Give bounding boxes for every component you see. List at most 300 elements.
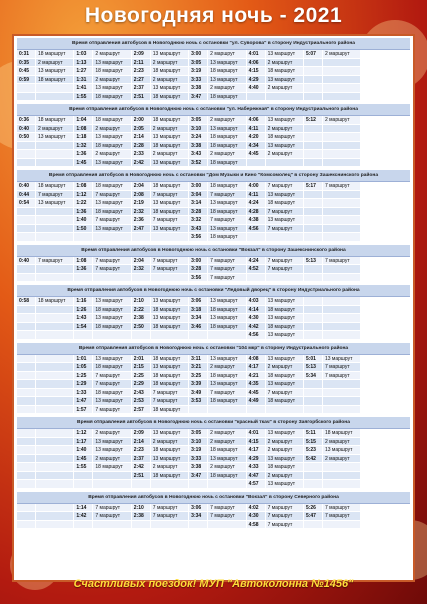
departure-time: 3:19 — [189, 446, 208, 455]
departure-time: 1:43 — [74, 314, 93, 323]
route-name — [93, 521, 131, 530]
departure-time: 2:53 — [132, 397, 151, 406]
route-name: 7 маршрут — [266, 504, 304, 513]
departure-time — [17, 323, 36, 332]
route-name: 13 маршрут — [93, 225, 131, 234]
departure-time — [189, 406, 208, 415]
departure-time — [304, 208, 323, 217]
route-name: 13 маршрут — [208, 76, 246, 85]
departure-time: 4:21 — [247, 372, 266, 381]
table-row — [17, 406, 410, 415]
departure-time: 5:42 — [304, 455, 323, 464]
route-name: 7 маршрут — [266, 257, 304, 266]
route-name: 2 маршрут — [323, 455, 361, 464]
route-name — [93, 233, 131, 242]
departure-time: 1:27 — [74, 67, 93, 76]
route-name: 7 маршрут — [323, 372, 361, 381]
route-name: 18 маршрут — [93, 182, 131, 191]
departure-time: 3:28 — [189, 208, 208, 217]
departure-time — [304, 406, 323, 415]
route-name: 18 маршрут — [151, 355, 189, 364]
departure-time — [304, 389, 323, 398]
departure-time: 2:57 — [132, 406, 151, 415]
route-name — [36, 208, 74, 217]
route-name: 18 маршрут — [93, 116, 131, 125]
table-row — [17, 355, 410, 364]
route-name — [93, 331, 131, 340]
route-name: 7 маршрут — [323, 512, 361, 521]
departure-time — [17, 306, 36, 315]
route-name: 18 маршрут — [93, 306, 131, 315]
route-name: 2 маршрут — [266, 446, 304, 455]
route-name: 13 маршрут — [208, 380, 246, 389]
departure-time: 4:06 — [247, 59, 266, 68]
route-name: 7 маршрут — [151, 512, 189, 521]
departure-time: 3:10 — [189, 438, 208, 447]
route-name: 2 маршрут — [208, 116, 246, 125]
departure-time — [17, 397, 36, 406]
route-name: 13 маршрут — [266, 142, 304, 151]
departure-time — [17, 504, 36, 513]
route-name: 18 маршрут — [151, 67, 189, 76]
departure-time: 0:58 — [17, 297, 36, 306]
departure-time — [304, 67, 323, 76]
route-name: 13 маршрут — [266, 216, 304, 225]
route-name: 13 маршрут — [93, 446, 131, 455]
route-name — [323, 297, 361, 306]
table-row — [17, 297, 410, 306]
route-name: 2 маршрут — [323, 116, 361, 125]
route-name: 18 маршрут — [266, 306, 304, 315]
table-row — [17, 225, 410, 234]
page-title: Новогодняя ночь - 2021 — [84, 4, 343, 27]
section-title: Время отправления автобусов в Новогоднюю ночь с остановки "ул. Суворова" в сторону Индустриального района — [17, 38, 410, 50]
route-name — [266, 406, 304, 415]
departure-time: 2:23 — [132, 446, 151, 455]
route-name: 13 маршрут — [151, 159, 189, 168]
table-row — [17, 397, 410, 406]
departure-time: 4:33 — [247, 463, 266, 472]
route-name: 13 маршрут — [151, 314, 189, 323]
departure-time: 3:34 — [189, 512, 208, 521]
departure-time: 2:32 — [132, 208, 151, 217]
route-name — [323, 472, 361, 481]
departure-time — [17, 389, 36, 398]
departure-time: 1:08 — [74, 257, 93, 266]
departure-time — [74, 331, 93, 340]
schedule-section — [17, 170, 410, 245]
table-row — [17, 191, 410, 200]
route-name: 2 маршрут — [151, 76, 189, 85]
route-name: 2 маршрут — [208, 84, 246, 93]
departure-time: 3:52 — [189, 159, 208, 168]
departure-time — [17, 84, 36, 93]
departure-time — [247, 159, 266, 168]
route-name — [151, 233, 189, 242]
departure-time — [304, 380, 323, 389]
route-name: 2 маршрут — [151, 150, 189, 159]
route-name — [323, 265, 361, 274]
departure-time: 5:13 — [304, 363, 323, 372]
route-name: 18 маршрут — [208, 397, 246, 406]
route-name: 2 маршрут — [93, 50, 131, 59]
route-name — [36, 504, 74, 513]
departure-time — [17, 512, 36, 521]
route-name — [36, 389, 74, 398]
route-name: 2 маршрут — [266, 472, 304, 481]
route-name — [323, 233, 361, 242]
route-name — [36, 480, 74, 489]
route-name: 18 маршрут — [208, 142, 246, 151]
route-name — [36, 406, 74, 415]
section-rows — [17, 257, 410, 283]
route-name: 13 маршрут — [151, 363, 189, 372]
table-row — [17, 59, 410, 68]
departure-time: 1:33 — [74, 389, 93, 398]
departure-time: 1:16 — [74, 297, 93, 306]
route-name: 18 маршрут — [151, 93, 189, 102]
route-name — [208, 521, 246, 530]
route-name: 18 маршрут — [36, 297, 74, 306]
route-name: 18 маршрут — [208, 446, 246, 455]
route-name: 13 маршрут — [266, 297, 304, 306]
route-name: 18 маршрут — [151, 406, 189, 415]
route-name: 7 маршрут — [93, 265, 131, 274]
route-name: 2 маршрут — [266, 363, 304, 372]
departure-time: 4:38 — [247, 216, 266, 225]
route-name: 13 маршрут — [266, 480, 304, 489]
route-name — [323, 142, 361, 151]
departure-time — [17, 521, 36, 530]
table-row — [17, 93, 410, 102]
table-row — [17, 512, 410, 521]
departure-time: 1:18 — [74, 133, 93, 142]
departure-time: 1:08 — [74, 125, 93, 134]
departure-time — [17, 331, 36, 340]
table-row — [17, 233, 410, 242]
departure-time — [304, 314, 323, 323]
route-name: 7 маршрут — [208, 216, 246, 225]
departure-time — [247, 233, 266, 242]
table-row — [17, 504, 410, 513]
route-name — [36, 438, 74, 447]
schedule-board — [12, 34, 415, 582]
route-name: 13 маршрут — [151, 133, 189, 142]
departure-time: 4:11 — [247, 125, 266, 134]
route-name — [323, 314, 361, 323]
departure-time: 3:33 — [189, 76, 208, 85]
departure-time: 2:27 — [132, 76, 151, 85]
route-name — [36, 274, 74, 283]
route-name — [323, 59, 361, 68]
departure-time: 2:04 — [132, 182, 151, 191]
departure-time — [17, 446, 36, 455]
table-row — [17, 159, 410, 168]
departure-time: 5:26 — [304, 504, 323, 513]
route-name: 13 маршрут — [208, 455, 246, 464]
departure-time: 4:52 — [247, 265, 266, 274]
route-name — [266, 93, 304, 102]
departure-time: 0:35 — [17, 59, 36, 68]
departure-time — [17, 274, 36, 283]
route-name — [266, 233, 304, 242]
departure-time: 2:37 — [132, 84, 151, 93]
section-title: Время отправления автобусов в Новогоднюю ночь с остановки "Вокзал" в сторону Северного района — [17, 492, 410, 504]
departure-time — [17, 265, 36, 274]
route-name — [323, 191, 361, 200]
departure-time: 4:34 — [247, 142, 266, 151]
departure-time: 1:29 — [74, 380, 93, 389]
route-name: 18 маршрут — [208, 233, 246, 242]
route-name: 18 маршрут — [93, 67, 131, 76]
route-name: 18 маршрут — [266, 397, 304, 406]
route-name — [93, 480, 131, 489]
departure-time — [17, 142, 36, 151]
route-name: 18 маршрут — [151, 323, 189, 332]
route-name: 7 маршрут — [93, 216, 131, 225]
departure-time — [132, 274, 151, 283]
section-rows — [17, 429, 410, 489]
departure-time — [304, 216, 323, 225]
departure-time: 0:40 — [17, 182, 36, 191]
departure-time — [17, 216, 36, 225]
route-name — [266, 274, 304, 283]
departure-time: 4:56 — [247, 331, 266, 340]
route-name — [36, 306, 74, 315]
route-name: 2 маршрут — [208, 363, 246, 372]
departure-time — [132, 331, 151, 340]
route-name: 13 маршрут — [266, 455, 304, 464]
departure-time: 3:06 — [189, 297, 208, 306]
departure-time — [17, 355, 36, 364]
departure-time: 3:47 — [189, 472, 208, 481]
route-name: 2 маршрут — [93, 455, 131, 464]
departure-time: 2:09 — [132, 429, 151, 438]
table-row — [17, 150, 410, 159]
table-row — [17, 323, 410, 332]
departure-time: 4:14 — [247, 306, 266, 315]
departure-time: 2:08 — [132, 191, 151, 200]
table-row — [17, 331, 410, 340]
departure-time: 2:28 — [132, 142, 151, 151]
departure-time — [304, 84, 323, 93]
departure-time — [17, 438, 36, 447]
section-gap — [17, 529, 410, 532]
departure-time: 4:17 — [247, 446, 266, 455]
departure-time — [247, 93, 266, 102]
route-name: 18 маршрут — [151, 116, 189, 125]
departure-time: 3:21 — [189, 363, 208, 372]
departure-time: 0:50 — [17, 133, 36, 142]
route-name: 13 маршрут — [151, 297, 189, 306]
section-title: Время отправления автобусов в Новогоднюю ночь с остановки "Ледовый дворец" в сторону Индустриального района — [17, 285, 410, 297]
route-name: 2 маршрут — [93, 125, 131, 134]
departure-time: 3:00 — [189, 257, 208, 266]
schedule-section — [17, 285, 410, 343]
route-name: 7 маршрут — [93, 191, 131, 200]
route-name: 7 маршрут — [208, 274, 246, 283]
route-name: 7 маршрут — [93, 380, 131, 389]
route-name — [93, 274, 131, 283]
route-name: 18 маршрут — [266, 133, 304, 142]
route-name: 13 маршрут — [208, 355, 246, 364]
departure-time: 1:36 — [74, 265, 93, 274]
departure-time: 3:39 — [189, 380, 208, 389]
departure-time: 1:47 — [74, 397, 93, 406]
departure-time: 0:45 — [17, 67, 36, 76]
route-name: 7 маршрут — [151, 504, 189, 513]
departure-time: 4:15 — [247, 67, 266, 76]
route-name: 13 маршрут — [93, 297, 131, 306]
departure-time: 2:36 — [132, 216, 151, 225]
departure-time — [304, 463, 323, 472]
departure-time: 4:47 — [247, 472, 266, 481]
route-name — [36, 84, 74, 93]
route-name — [323, 159, 361, 168]
departure-time — [304, 159, 323, 168]
departure-time — [304, 480, 323, 489]
route-name — [36, 472, 74, 481]
route-name — [323, 93, 361, 102]
departure-time: 1:45 — [74, 455, 93, 464]
departure-time — [74, 480, 93, 489]
departure-time: 2:11 — [132, 59, 151, 68]
departure-time: 3:05 — [189, 116, 208, 125]
table-row — [17, 133, 410, 142]
route-name — [36, 314, 74, 323]
departure-time — [17, 463, 36, 472]
departure-time: 1:22 — [74, 199, 93, 208]
route-name: 18 маршрут — [151, 472, 189, 481]
departure-time: 0:31 — [17, 50, 36, 59]
departure-time: 4:11 — [247, 191, 266, 200]
departure-time: 2:32 — [132, 265, 151, 274]
departure-time: 3:28 — [189, 265, 208, 274]
table-row — [17, 380, 410, 389]
departure-time — [17, 480, 36, 489]
departure-time: 5:11 — [304, 429, 323, 438]
route-name: 7 маршрут — [93, 504, 131, 513]
route-name — [151, 331, 189, 340]
route-name: 2 маршрут — [208, 463, 246, 472]
route-name — [323, 521, 361, 530]
departure-time: 3:04 — [189, 191, 208, 200]
route-name: 7 маршрут — [151, 389, 189, 398]
departure-time — [17, 472, 36, 481]
table-row — [17, 306, 410, 315]
departure-time: 5:23 — [304, 446, 323, 455]
route-name: 13 маршрут — [323, 446, 361, 455]
schedule-section — [17, 104, 410, 170]
route-name: 18 маршрут — [208, 323, 246, 332]
route-name: 13 маршрут — [266, 116, 304, 125]
departure-time: 3:24 — [189, 133, 208, 142]
departure-time: 2:15 — [132, 363, 151, 372]
route-name: 7 маршрут — [323, 363, 361, 372]
route-name: 18 маршрут — [323, 429, 361, 438]
route-name: 18 маршрут — [151, 306, 189, 315]
route-name — [323, 274, 361, 283]
table-row — [17, 182, 410, 191]
departure-time — [74, 472, 93, 481]
departure-time — [304, 274, 323, 283]
departure-time: 4:01 — [247, 50, 266, 59]
route-name — [36, 331, 74, 340]
section-title: Время отправления автобусов в Новогоднюю ночь с остановки "красный ткач" в сторону Заягорбского района — [17, 417, 410, 429]
departure-time — [304, 225, 323, 234]
route-name: 2 маршрут — [151, 59, 189, 68]
route-name: 7 маршрут — [93, 406, 131, 415]
departure-time: 4:17 — [247, 363, 266, 372]
departure-time: 1:03 — [74, 50, 93, 59]
departure-time — [17, 314, 36, 323]
departure-time — [17, 372, 36, 381]
table-row — [17, 521, 410, 530]
departure-time — [304, 233, 323, 242]
schedule-section — [17, 245, 410, 286]
departure-time: 2:37 — [132, 455, 151, 464]
departure-time — [17, 363, 36, 372]
departure-time: 4:42 — [247, 323, 266, 332]
route-name: 18 маршрут — [93, 363, 131, 372]
route-name: 13 маршрут — [151, 50, 189, 59]
route-name — [323, 199, 361, 208]
departure-time: 3:47 — [189, 93, 208, 102]
section-rows — [17, 355, 410, 415]
route-name: 2 маршрут — [266, 59, 304, 68]
departure-time: 4:57 — [247, 480, 266, 489]
route-name — [36, 521, 74, 530]
route-name: 13 маршрут — [323, 355, 361, 364]
route-name — [323, 463, 361, 472]
departure-time: 3:06 — [189, 504, 208, 513]
departure-time: 1:50 — [74, 225, 93, 234]
route-name: 7 маршрут — [266, 521, 304, 530]
section-title: Время отправления автобусов в Новогоднюю ночь с остановки "ул. Набережная" в сторону Индустриального района — [17, 104, 410, 116]
departure-time: 5:34 — [304, 372, 323, 381]
departure-time: 0:44 — [17, 191, 36, 200]
table-row — [17, 116, 410, 125]
departure-time — [132, 480, 151, 489]
departure-time — [17, 380, 36, 389]
route-name: 7 маршрут — [208, 257, 246, 266]
departure-time: 3:14 — [189, 199, 208, 208]
departure-time: 3:49 — [189, 389, 208, 398]
departure-time: 0:54 — [17, 199, 36, 208]
departure-time: 3:38 — [189, 463, 208, 472]
departure-time: 2:33 — [132, 150, 151, 159]
route-name: 7 маршрут — [151, 216, 189, 225]
route-name: 2 маршрут — [93, 150, 131, 159]
route-name: 7 маршрут — [151, 257, 189, 266]
departure-time — [74, 233, 93, 242]
departure-time: 3:25 — [189, 372, 208, 381]
route-name: 7 маршрут — [323, 182, 361, 191]
route-name — [36, 150, 74, 159]
route-name: 13 маршрут — [36, 67, 74, 76]
route-name — [323, 84, 361, 93]
route-name — [323, 306, 361, 315]
departure-time: 1:42 — [74, 512, 93, 521]
route-name: 18 маршрут — [208, 306, 246, 315]
table-row — [17, 50, 410, 59]
route-name: 2 маршрут — [93, 76, 131, 85]
route-name: 2 маршрут — [266, 125, 304, 134]
departure-time: 1:36 — [74, 208, 93, 217]
route-name: 7 маршрут — [208, 389, 246, 398]
route-name — [93, 472, 131, 481]
departure-time — [17, 455, 36, 464]
